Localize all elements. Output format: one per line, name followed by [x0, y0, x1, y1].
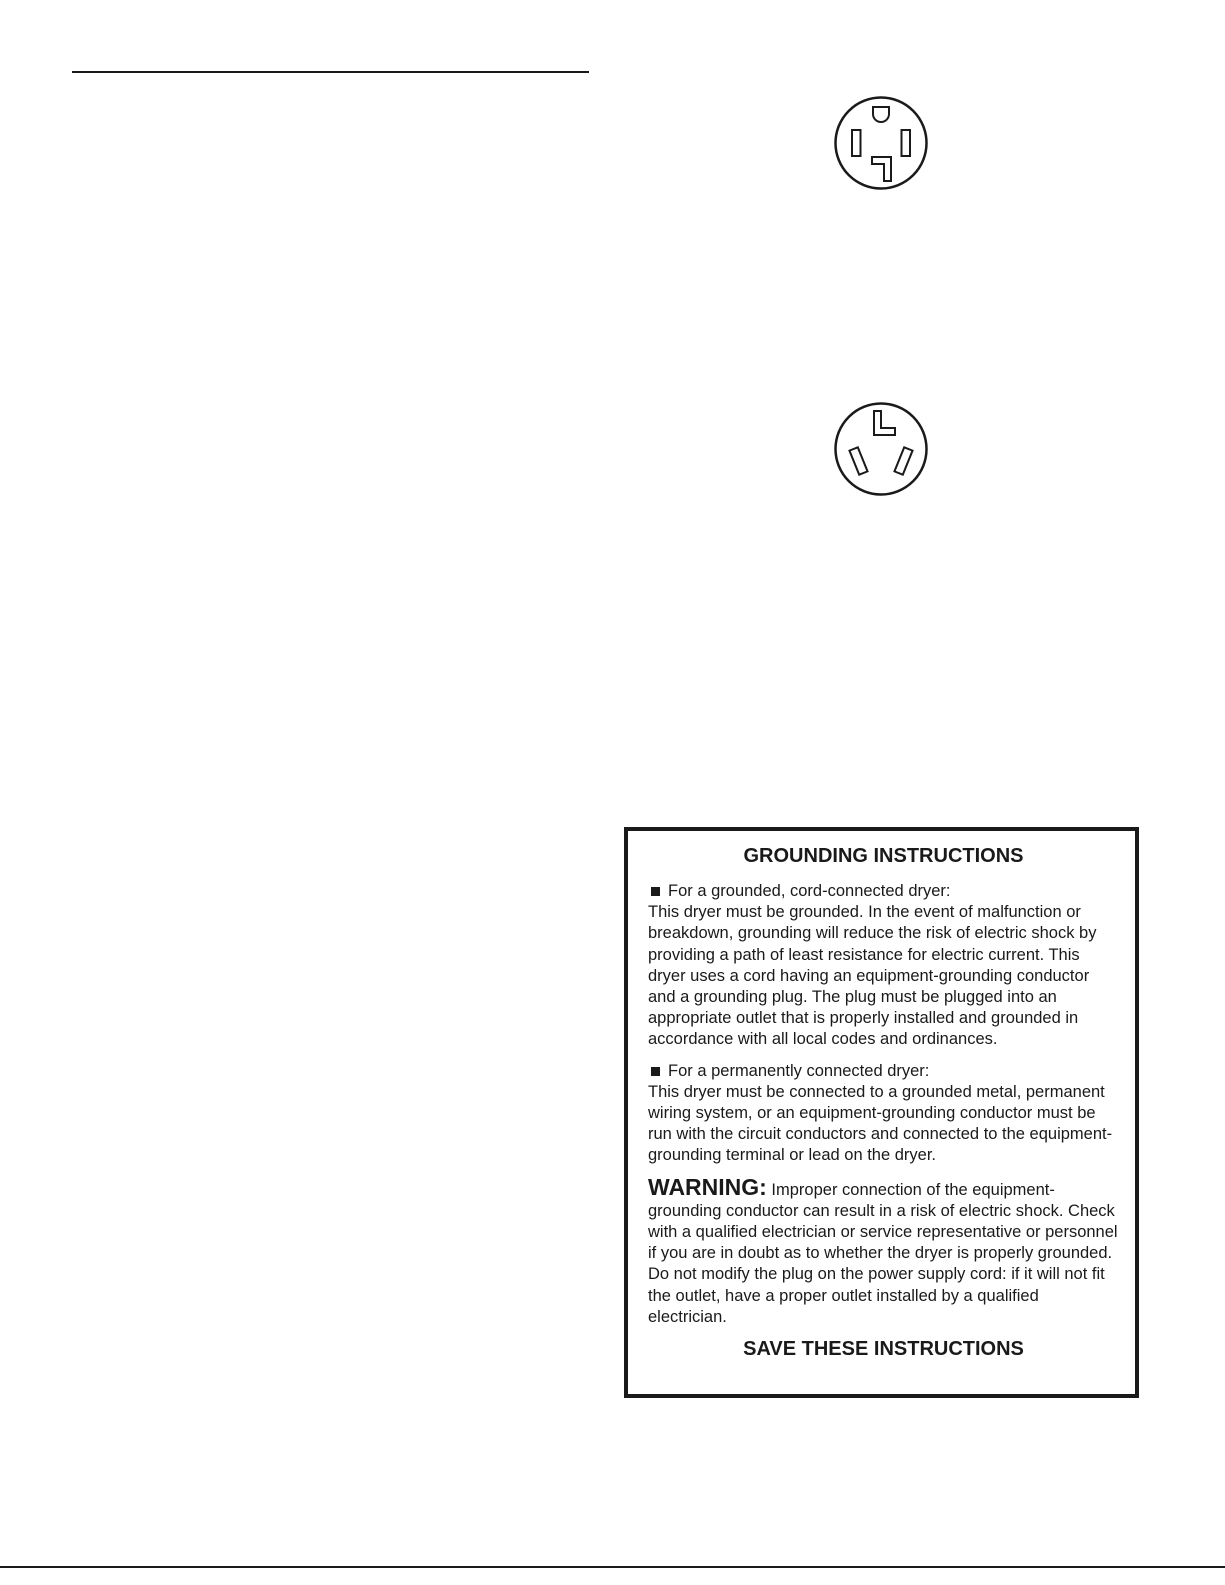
- permanently-connected-heading: For a permanently connected dryer:: [668, 1061, 930, 1080]
- cord-connected-heading: For a grounded, cord-connected dryer:: [668, 882, 951, 900]
- grounding-instructions-title: GROUNDING INSTRUCTIONS: [743, 845, 1024, 867]
- grounding-instructions-box: [624, 827, 1139, 1398]
- cord-connected-heading-line: [648, 881, 1119, 902]
- header-rule: [72, 71, 589, 73]
- warning-body: Improper connection of the equipment-grounding conductor can result in a risk of electric shock. Check with a qualified electrician or service representative or personnel if you are in doubt as to whether the dryer is properly grounded. Do not modify the plug on the power supply cord: if it will not fit the outlet, have a proper outlet installed by a qualified electrician.: [648, 1180, 1118, 1326]
- permanently-connected-body: This dryer must be connected to a grounded metal, permanent wiring system, or an equipment-grounding conductor must be run with the circuit conductors and connected to the equipment-grounding terminal or lead on the dryer.: [648, 1082, 1113, 1165]
- cord-connected-section: [648, 881, 1119, 1051]
- square-bullet-icon: [651, 887, 660, 896]
- permanently-connected-heading-line: [648, 1061, 1119, 1082]
- cord-connected-body: This dryer must be grounded. In the event of malfunction or breakdown, grounding will reduce the risk of electric shock by providing a path of least resistance for electric current. This dryer uses a cord having an equipment-grounding conductor and a grounding plug. The plug must be plugged into an appropriate outlet that is properly installed and grounded in accordance with all local codes and ordinances.: [648, 903, 1097, 1049]
- footer-rule: [0, 1566, 1225, 1568]
- square-bullet-icon: [651, 1067, 660, 1076]
- permanently-connected-section: [648, 1061, 1119, 1167]
- three-wire-outlet-icon: [833, 401, 929, 497]
- warning-label: WARNING:: [648, 1173, 767, 1200]
- warning-section: [648, 1173, 1119, 1328]
- save-instructions-footer: SAVE THESE INSTRUCTIONS: [743, 1338, 1024, 1361]
- four-wire-outlet-icon: [833, 95, 929, 191]
